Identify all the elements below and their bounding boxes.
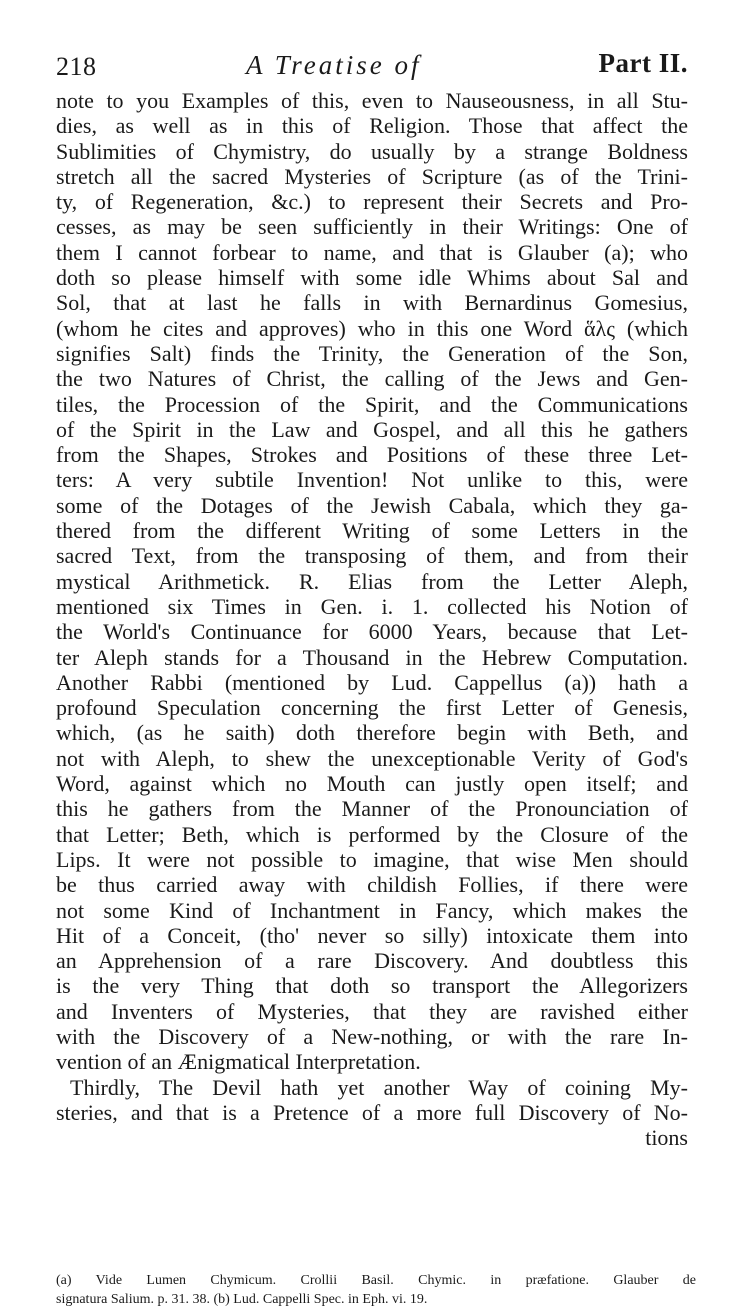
text-line: note to you Examples of this, even to Nauseousness, in all Stu- (56, 88, 688, 113)
text-line: some of the Dotages of the Jewish Cabala, which they ga- (56, 492, 688, 518)
text-line: Sol, that at last he falls in with Bernardinus Gomesius, (56, 290, 688, 316)
text-line: Lips. It were not possible to imagine, that wise Men should (56, 846, 688, 872)
body-text (56, 88, 688, 1150)
text-line: (whom he cites and approves) who in this one Word ἅλς (which (56, 315, 688, 341)
text-line: the two Natures of Christ, the calling of the Jews and Gen- (56, 366, 688, 392)
text-line: stretch all the sacred Mysteries of Scripture (as of the Trini- (56, 163, 688, 189)
text-line: Word, against which no Mouth can justly open itself; and (56, 771, 688, 797)
text-line: the World's Continuance for 6000 Years, because that Let- (56, 619, 688, 645)
text-line: which, (as he saith) doth therefore begin with Beth, and (56, 720, 688, 746)
text-line: an Apprehension of a rare Discovery. And doubtless this (56, 948, 688, 974)
running-title: A Treatise of (246, 50, 422, 80)
book-page (56, 0, 696, 1307)
text-line: cesses, as may be seen sufficiently in their Writings: One of (56, 214, 688, 240)
text-line: of the Spirit in the Law and Gospel, and all this he gathers (56, 416, 688, 442)
text-line: thered from the different Writing of some Letters in the (56, 518, 688, 544)
text-line: mentioned six Times in Gen. i. 1. collected his Notion of (56, 593, 688, 619)
text-line: tiles, the Procession of the Spirit, and the Communications (56, 391, 688, 417)
text-line: this he gathers from the Manner of the Pronounciation of (56, 796, 688, 822)
text-line: Hit of a Conceit, (tho' never so silly) intoxicate them into (56, 922, 688, 948)
text-line: mystical Arithmetick. R. Elias from the Letter Aleph, (56, 568, 688, 594)
footnote-line: (a) Vide Lumen Chymicum. Crollii Basil. Chymic. in præfatione. Glauber de (56, 1273, 696, 1288)
text-line: doth so please himself with some idle Whims about Sal and (56, 265, 688, 291)
text-line: Another Rabbi (mentioned by Lud. Cappellus (a)) hath a (56, 669, 688, 695)
text-line: vention of an Ænigmatical Interpretation. (56, 1049, 421, 1075)
footnotes (56, 1271, 696, 1309)
text-line: signifies Salt) finds the Trinity, the Generation of the Son, (56, 340, 688, 366)
text-line: ty, of Regeneration, &c.) to represent their Secrets and Pro- (56, 189, 688, 215)
text-line: Thirdly, The Devil hath yet another Way of coining My- (70, 1074, 688, 1100)
text-line: from the Shapes, Strokes and Positions of these three Let- (56, 442, 688, 468)
text-line: ter Aleph stands for a Thousand in the Hebrew Computation. (56, 644, 688, 670)
text-line: not with Aleph, to shew the unexceptionable Verity of God's (56, 745, 688, 771)
text-line: sacred Text, from the transposing of them, and from their (56, 543, 688, 569)
text-line: dies, as well as in this of Religion. Those that affect the (56, 113, 688, 139)
text-line: profound Speculation concerning the first Letter of Genesis, (56, 695, 688, 721)
text-line: steries, and that is a Pretence of a more full Discovery of No- (56, 1099, 688, 1125)
catchword: tions (645, 1125, 688, 1151)
text-line: not some Kind of Inchantment in Fancy, which makes the (56, 897, 688, 923)
footnote-line: signatura Salium. p. 31. 38. (b) Lud. Cappelli Spec. in Eph. vi. 19. (56, 1292, 428, 1307)
text-line: be thus carried away with childish Follies, if there were (56, 872, 688, 898)
page-header (56, 48, 688, 88)
page-number: 218 (56, 52, 97, 81)
part-label: Part II. (598, 48, 688, 78)
text-line: ters: A very subtile Invention! Not unlike to this, were (56, 467, 688, 493)
text-line: is the very Thing that doth so transport the Allegorizers (56, 973, 688, 999)
text-line: with the Discovery of a New-nothing, or with the rare In- (56, 1023, 688, 1049)
text-line: that Letter; Beth, which is performed by the Closure of the (56, 821, 688, 847)
text-line: and Inventers of Mysteries, that they are ravished either (56, 998, 688, 1024)
text-line: them I cannot forbear to name, and that is Glauber (a); who (56, 239, 688, 265)
text-line: Sublimities of Chymistry, do usually by a strange Boldness (56, 138, 688, 164)
